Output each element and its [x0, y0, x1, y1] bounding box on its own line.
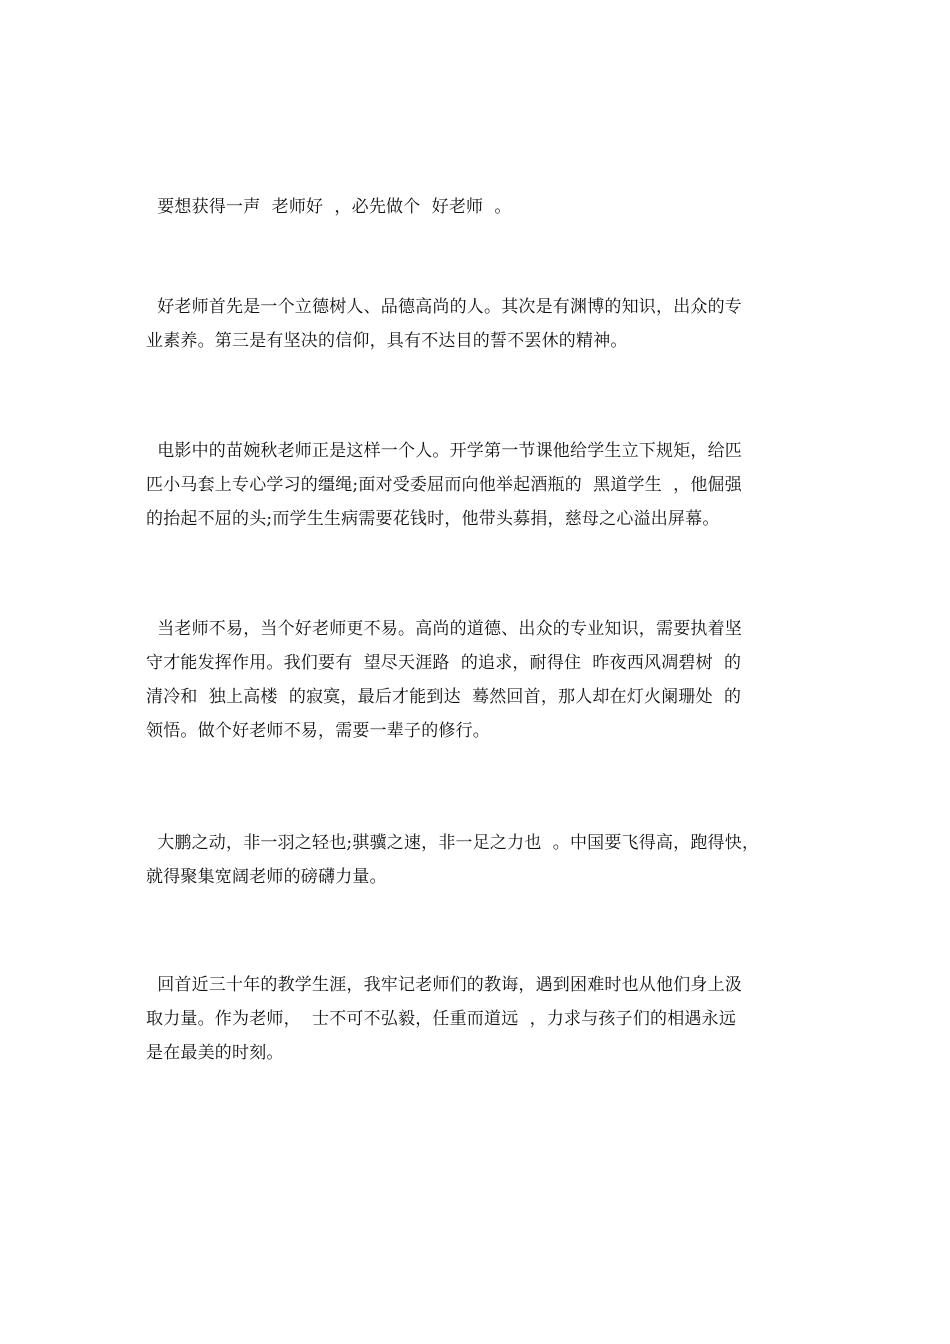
- paragraph-5: [146, 826, 826, 894]
- text-line: 取力量。作为老师， 士不可不弘毅，任重而道远 ，力求与孩子们的相遇永远: [146, 1009, 737, 1029]
- text-line: 匹小马套上专心学习的缰绳;面对受委屈而向他举起酒瓶的 黑道学生 ，他倔强: [146, 475, 742, 495]
- text-line: 要想获得一声 老师好 ，必先做个 好老师 。: [146, 197, 512, 217]
- text-line: 守才能发挥作用。我们要有 望尽天涯路 的追求，耐得住 昨夜西风凋碧树 的: [146, 653, 742, 673]
- text-line: 电影中的苗婉秋老师正是这样一个人。开学第一节课他给学生立下规矩，给匹: [146, 441, 743, 461]
- text-line: 领悟。做个好老师不易，需要一辈子的修行。: [146, 721, 490, 741]
- text-line: 业素养。第三是有坚决的信仰，具有不达目的誓不罢休的精神。: [146, 331, 628, 351]
- text-line: 好老师首先是一个立德树人、品德高尚的人。其次是有渊博的知识，出众的专: [146, 297, 743, 317]
- text-line: 当老师不易，当个好老师更不易。高尚的道德、出众的专业知识，需要执着坚: [146, 619, 743, 639]
- text-line: 清冷和 独上高楼 的寂寞，最后才能到达 蓦然回首，那人却在灯火阑珊处 的: [146, 687, 742, 707]
- paragraph-6: [146, 968, 826, 1070]
- paragraph-1: [146, 190, 826, 224]
- paragraph-4: [146, 612, 826, 748]
- paragraph-3: [146, 434, 826, 536]
- text-line: 回首近三十年的教学生涯，我牢记老师们的教诲，遇到困难时也从他们身上汲: [146, 975, 743, 995]
- paragraph-2: [146, 290, 826, 358]
- text-line: 是在最美的时刻。: [146, 1043, 284, 1063]
- text-line: 就得聚集宽阔老师的磅礴力量。: [146, 867, 387, 887]
- text-line: 的抬起不屈的头;而学生生病需要花钱时，他带头募捐，慈母之心溢出屏幕。: [146, 509, 720, 529]
- text-line: 大鹏之动，非一羽之轻也;骐骥之速，非一足之力也 。中国要飞得高，跑得快，: [146, 833, 760, 853]
